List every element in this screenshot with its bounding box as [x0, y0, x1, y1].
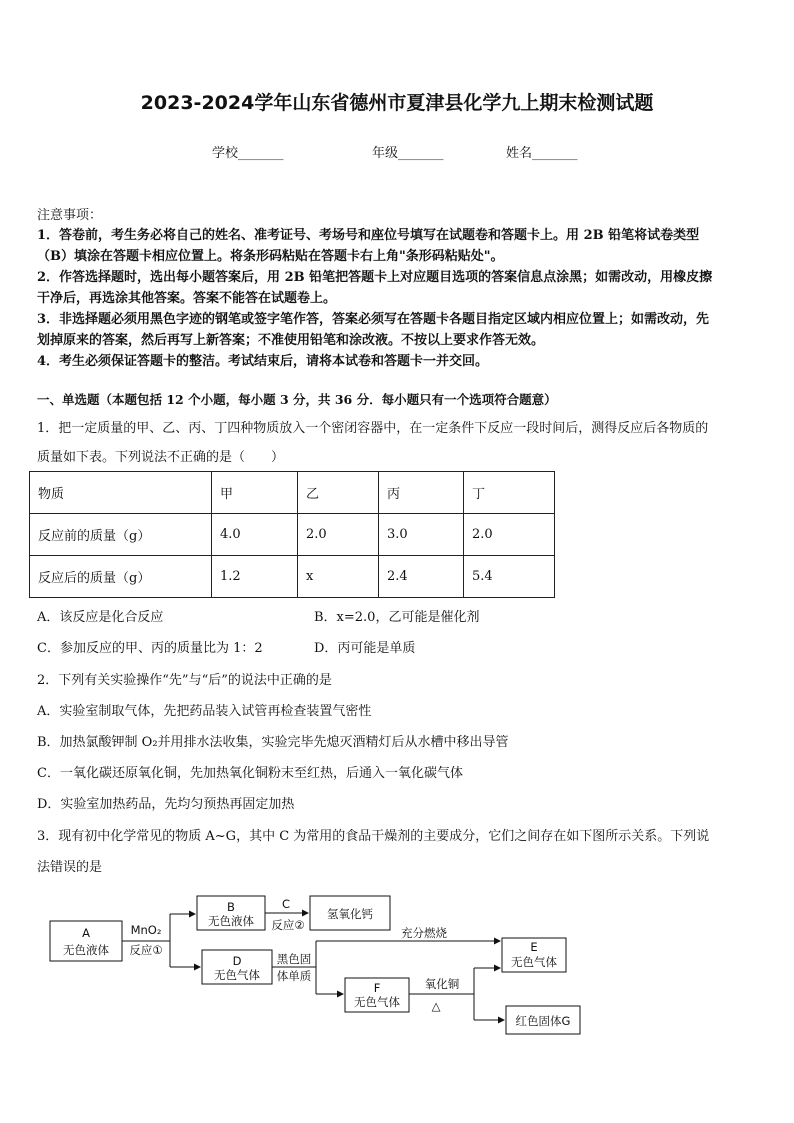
table-cell: 2.4 — [379, 556, 464, 598]
table-cell: 5.4 — [464, 556, 555, 598]
label-a-text: 无色液体 — [63, 943, 109, 957]
label-a-letter: A — [82, 926, 90, 940]
label-b-letter: B — [227, 900, 235, 914]
q2-option-d: D．实验室加热药品，先均匀预热再固定加热 — [37, 797, 295, 812]
label-f-text: 无色气体 — [354, 995, 400, 1009]
table-row — [30, 472, 555, 514]
table-cell: 物质 — [30, 472, 212, 514]
table-cell: 反应后的质量（g） — [30, 556, 212, 598]
label-full-combustion: 充分燃烧 — [401, 926, 447, 940]
q1-option-b: B．x=2.0，乙可能是催化剂 — [314, 610, 480, 625]
notes-line: 2．作答选择题时，选出每小题答案后，用 2B 铅笔把答题卡上对应题目选项的答案信息点涂黑；如需改动，用橡皮擦 — [37, 270, 713, 285]
q2-option-c: C．一氧化碳还原氧化铜，先加热氧化铜粉末至红热，后通入一氧化碳气体 — [37, 766, 463, 781]
table-cell: 2.0 — [298, 514, 379, 556]
section-heading: 一、单选题（本题包括 12 个小题，每小题 3 分，共 36 分．每小题只有一个选项符合题意） — [37, 392, 557, 407]
label-mno2: MnO₂ — [130, 923, 162, 937]
label-b-text: 无色液体 — [208, 914, 254, 928]
page-title: 2023-2024学年山东省德州市夏津县化学九上期末检测试题 — [140, 92, 654, 114]
q3-stem: 法错误的是 — [37, 860, 103, 875]
table-cell: 1.2 — [212, 556, 298, 598]
label-black-solid: 体单质 — [276, 969, 312, 983]
grade-field: 年级_______ — [372, 146, 444, 161]
label-d-letter: D — [232, 954, 242, 968]
label-copper-oxide: 氧化铜 — [424, 977, 460, 991]
label-g-text: 红色固体G — [515, 1014, 571, 1028]
school-field: 学校_______ — [212, 146, 284, 161]
q2-option-b: B．加热氯酸钾制 O₂并用排水法收集，实验完毕先熄灭酒精灯后从水槽中移出导管 — [37, 735, 509, 750]
label-d-text: 无色气体 — [214, 968, 260, 982]
q1-stem: 质量如下表。下列说法不正确的是（ ） — [37, 450, 285, 465]
q1-option-c: C．参加反应的甲、丙的质量比为 1：2 — [37, 641, 263, 656]
q2-option-a: A．实验室制取气体，先把药品装入试管再检查装置气密性 — [37, 704, 372, 719]
table-cell: 反应前的质量（g） — [30, 514, 212, 556]
table-row — [30, 556, 555, 598]
table-cell: 2.0 — [464, 514, 555, 556]
table-cell: 丙 — [379, 472, 464, 514]
notes-line: 3．非选择题必须用黑色字迹的钢笔或签字笔作答，答案必须写在答题卡各题目指定区域内相应位置上；如需改动，先 — [37, 312, 710, 327]
label-c-letter: C — [281, 897, 291, 911]
label-heat: △ — [431, 999, 441, 1013]
notes-line: 4．考生必须保证答题卡的整洁。考试结束后，请将本试卷和答题卡一并交回。 — [37, 354, 489, 369]
q1-option-a: A．该反应是化合反应 — [37, 610, 164, 625]
notes-line: 划掉原来的答案，然后再写上新答案；不准使用铅笔和涂改液。不按以上要求作答无效。 — [37, 333, 545, 348]
q3-flow-diagram — [40, 888, 600, 1048]
label-reaction1: 反应① — [129, 943, 163, 957]
notes-line: 1．答卷前，考生务必将自己的姓名、准考证号、考场号和座位号填写在试题卷和答题卡上。用 2B 铅笔将试卷类型 — [37, 228, 700, 243]
label-f-letter: F — [373, 981, 381, 995]
notes-line: 干净后，再选涂其他答案。答案不能答在试题卷上。 — [37, 291, 337, 306]
name-field: 姓名_______ — [506, 146, 578, 161]
label-e-letter: E — [530, 940, 538, 954]
notes-line: （B）填涂在答题卡相应位置上。将条形码粘贴在答题卡右上角"条形码粘贴处"。 — [37, 249, 504, 264]
table-cell: 4.0 — [212, 514, 298, 556]
q1-table — [29, 471, 555, 598]
label-black-solid: 黑色固 — [276, 952, 312, 966]
table-cell: 丁 — [464, 472, 555, 514]
q1-stem: 1．把一定质量的甲、乙、丙、丁四种物质放入一个密闭容器中，在一定条件下反应一段时间后，测得反应后各物质的 — [37, 421, 709, 436]
label-e-text: 无色气体 — [511, 955, 557, 969]
notes-heading: 注意事项： — [37, 208, 103, 223]
table-cell: x — [298, 556, 379, 598]
table-cell: 乙 — [298, 472, 379, 514]
table-cell: 3.0 — [379, 514, 464, 556]
label-reaction2: 反应② — [271, 918, 305, 932]
label-calcium-hydroxide: 氢氧化钙 — [327, 907, 373, 921]
q2-stem: 2．下列有关实验操作“先”与“后”的说法中正确的是 — [37, 673, 332, 688]
q3-stem: 3．现有初中化学常见的物质 A~G，其中 C 为常用的食品干燥剂的主要成分，它们之间存在如下图所示关系。下列说 — [37, 829, 710, 844]
table-row — [30, 514, 555, 556]
q1-option-d: D．丙可能是单质 — [314, 641, 416, 656]
table-cell: 甲 — [212, 472, 298, 514]
